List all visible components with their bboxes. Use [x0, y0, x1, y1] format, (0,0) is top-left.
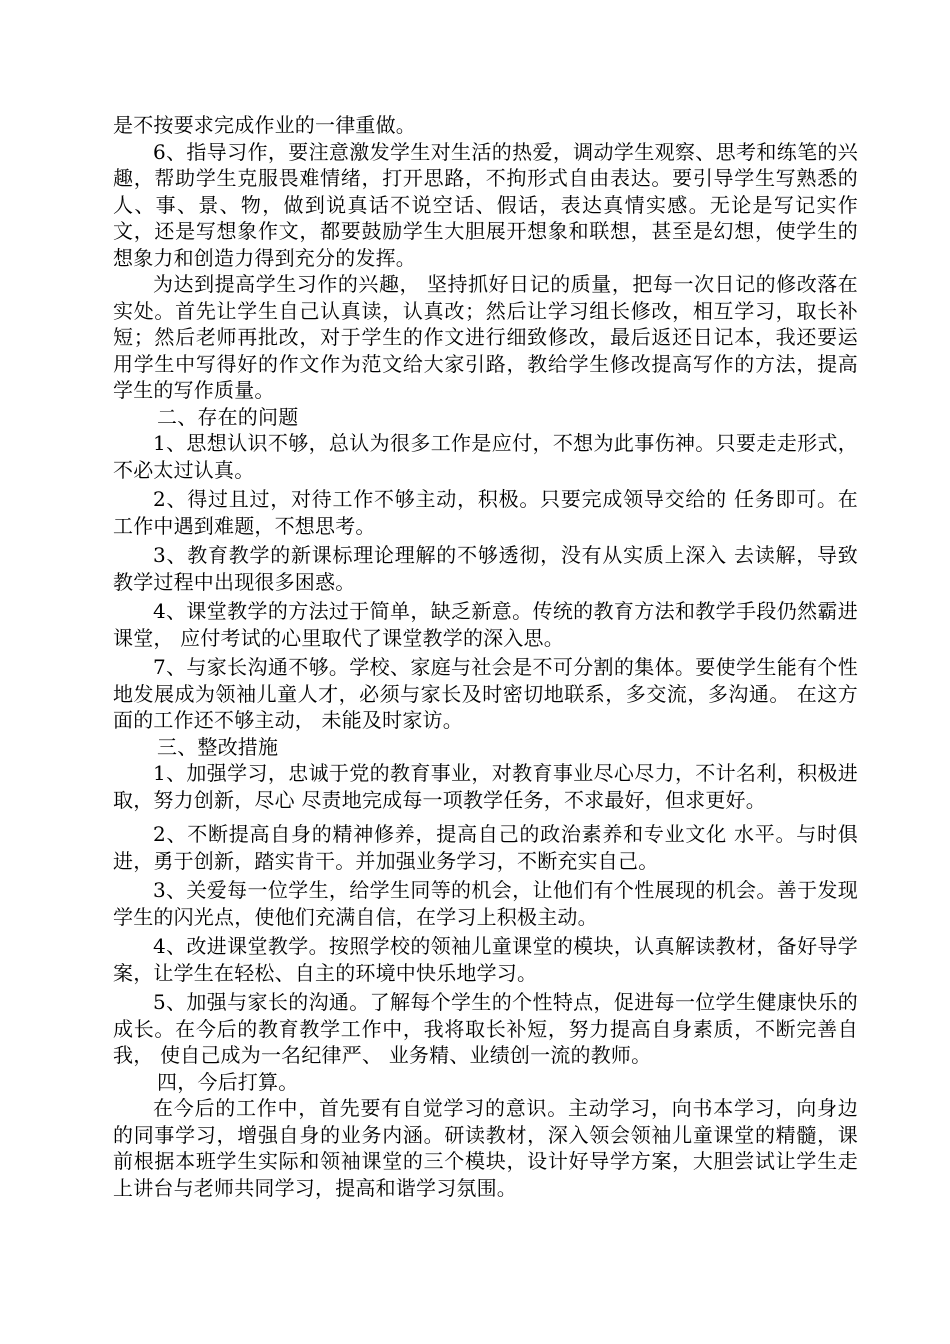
document-body: [113, 112, 858, 1201]
measure-item-2: 2、不断提高自身的精神修养，提高自己的政治素养和专业文化 水平。与时俱进，勇于创新，踏实肯干。并加强业务学习，不断充实自己。: [113, 822, 858, 873]
paragraph-item-6: 6、指导习作，要注意激发学生对生活的热爱，调动学生观察、思考和练笔的兴趣，帮助学生克服畏难情绪，打开思路，不拘形式自由表达。要引导学生写熟悉的人、事、景、物，做到说真话不说空话、假话，表达真情实感。无论是写记实作文，还是写想象作文，都要鼓励学生大胆展开想象和联想，甚至是幻想，使学生的想象力和创造力得到充分的发挥。: [113, 139, 858, 270]
measure-item-5: 5、加强与家长的沟通。了解每个学生的个性特点，促进每一位学生健康快乐的成长。在今后的教育教学工作中，我将取长补短，努力提高自身素质，不断完善自我， 使自己成为一名纪律严、 业务精、业绩创一流的教师。: [113, 990, 858, 1067]
measure-item-4: 4、改进课堂教学。按照学校的领袖儿童课堂的模块，认真解读教材，备好导学案，让学生在轻松、自主的环境中快乐地学习。: [113, 934, 858, 985]
section-heading-plans: 四，今后打算。: [157, 1069, 299, 1094]
problem-item-2: 2、得过且过，对待工作不够主动，积极。只要完成领导交给的 任务即可。在工作中遇到难题，不想思考。: [113, 487, 858, 538]
problem-item-4: 4、课堂教学的方法过于简单，缺乏新意。传统的教育方法和教学手段仍然霸进课堂， 应付考试的心里取代了课堂教学的深入思。: [113, 599, 858, 650]
section-heading-problems: 二、存在的问题: [157, 404, 299, 429]
paragraph-diary: 为达到提高学生习作的兴趣， 坚持抓好日记的质量，把每一次日记的修改落在实处。首先让学生自己认真读，认真改；然后让学习组长修改，相互学习，取长补短；然后老师再批改，对于学生的作文进行细致修改，最后返还日记本，我还要运用学生中写得好的作文作为范文给大家引路，教给学生修改提高写作的方法，提高学生的写作质量。: [113, 272, 858, 402]
problem-item-1: 1、思想认识不够，总认为很多工作是应付，不想为此事伤神。只要走走形式，不必太过认真。: [113, 431, 858, 482]
measure-item-3: 3、关爱每一位学生，给学生同等的机会，让他们有个性展现的机会。善于发现学生的闪光点，使他们充满自信，在学习上积极主动。: [113, 878, 858, 929]
measure-item-1: 1、加强学习，忠诚于党的教育事业，对教育事业尽心尽力，不计名利，积极进取，努力创新，尽心 尽责地完成每一项教学任务，不求最好，但求更好。: [113, 761, 858, 812]
section-heading-measures: 三、整改措施: [157, 734, 279, 759]
plan-paragraph: 在今后的工作中，首先要有自觉学习的意识。主动学习，向书本学习，向身边的同事学习，增强自身的业务内涵。研读教材，深入领会领袖儿童课堂的精髓，课前根据本班学生实际和领袖课堂的三个模块，设计好导学方案，大胆尝试让学生走上讲台与老师共同学习，提高和谐学习氛围。: [113, 1096, 858, 1200]
paragraph-continuation: 是不按要求完成作业的一律重做。: [113, 113, 416, 137]
problem-item-7: 7、与家长沟通不够。学校、家庭与社会是不可分割的集体。要使学生能有个性地发展成为领袖儿童人才，必须与家长及时密切地联系，多交流，多沟通。 在这方面的工作还不够主动， 未能及时家访。: [113, 655, 858, 732]
problem-item-3: 3、教育教学的新课标理论理解的不够透彻，没有从实质上深入 去读解，导致教学过程中出现很多困惑。: [113, 543, 858, 594]
